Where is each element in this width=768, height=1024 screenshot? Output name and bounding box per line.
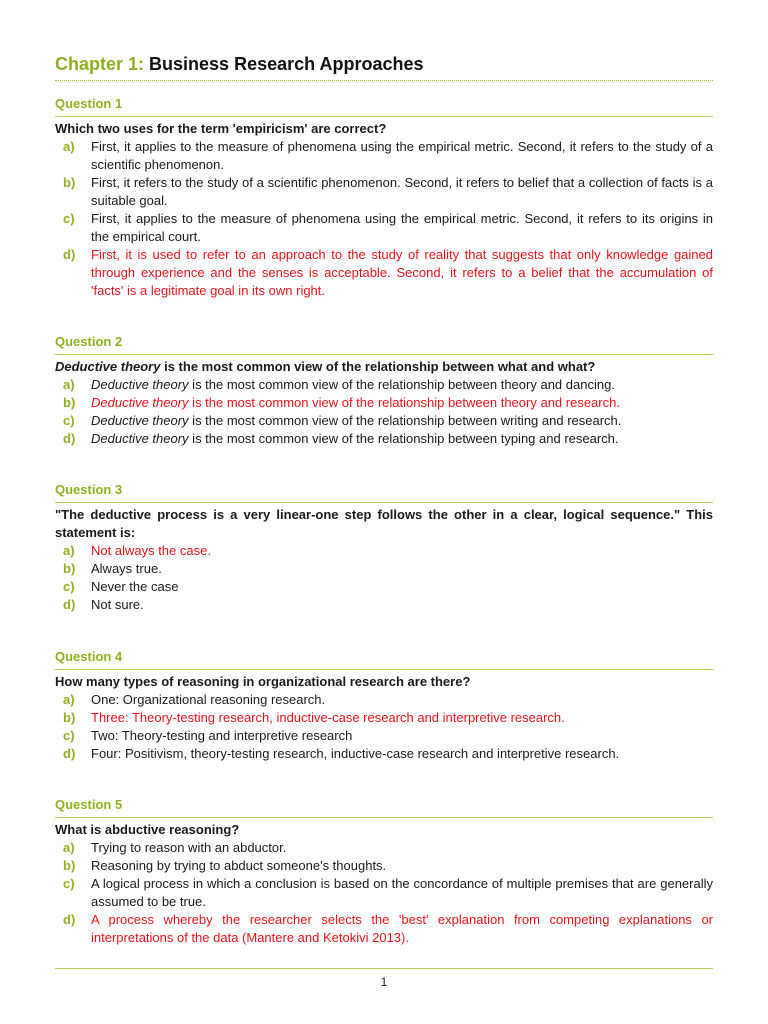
option-letter: c) [63,211,75,226]
option-letter: d) [63,597,76,612]
question-text: How many types of reasoning in organizational research are there? [55,674,471,689]
question-1 [55,96,713,300]
option-a [55,691,713,709]
option-list [55,138,713,300]
option-d [55,596,713,614]
option-letter: b) [63,561,76,576]
option-b [55,560,713,578]
option-text [91,376,713,394]
option-text: Two: Theory-testing and interpretive research [91,728,353,743]
option-letter: a) [63,840,75,855]
option-d [55,745,713,763]
question-label: Question 2 [55,334,123,349]
option-c [55,210,713,246]
question-divider [55,669,713,670]
option-text: Not sure. [91,597,144,612]
document-page [55,52,713,945]
option-text: Reasoning by trying to abduct someone's thoughts. [91,858,387,873]
chapter-prefix: Chapter 1: [55,54,150,74]
option-letter: a) [63,139,75,154]
option-b-correct [55,709,713,727]
option-letter: c) [63,728,75,743]
option-text: First, it applies to the measure of phenomena using the empirical metric. Second, it refers to its origins in the empirical court. [91,211,713,244]
option-letter: b) [63,710,76,725]
question-text-rest: is the most common view of the relationship between what and what? [160,359,596,374]
question-5 [55,797,713,947]
option-letter: c) [63,579,75,594]
option-letter: a) [63,377,75,392]
option-rest: is the most common view of the relationship between typing and research. [188,431,619,446]
question-2 [55,334,713,448]
option-letter: d) [63,247,76,262]
option-letter: c) [63,413,75,428]
option-a [55,839,713,857]
option-letter: b) [63,858,76,873]
option-c [55,727,713,745]
question-3 [55,482,713,614]
option-letter: c) [63,876,75,891]
option-text: Three: Theory-testing research, inductive-case research and interpretive research. [91,710,565,725]
page-number: 1 [380,975,388,989]
option-b [55,857,713,875]
option-letter: d) [63,746,76,761]
question-text [55,358,713,376]
option-b-correct [55,394,713,412]
question-text: Which two uses for the term 'empiricism' are correct? [55,121,387,136]
option-rest: is the most common view of the relationship between writing and research. [188,413,622,428]
option-letter: d) [63,431,76,446]
question-text: What is abductive reasoning? [55,822,240,837]
option-d-correct [55,911,713,947]
question-divider [55,817,713,818]
question-text-italic: Deductive theory [55,359,161,374]
option-text: Four: Positivism, theory-testing research, inductive-case research and interpretive research. [91,746,620,761]
option-text: Trying to reason with an abductor. [91,840,287,855]
question-divider [55,502,713,503]
question-label: Question 4 [55,649,123,664]
option-a [55,138,713,174]
option-c [55,875,713,911]
option-text [91,412,713,430]
option-text: A process whereby the researcher selects the 'best' explanation from competing explanations or interpretations of the data (Mantere and Ketokivi 2013). [91,912,713,945]
option-letter: a) [63,692,75,707]
option-d [55,430,713,448]
option-italic: Deductive theory [91,377,189,392]
option-rest: is the most common view of the relationship between theory and dancing. [188,377,615,392]
question-label: Question 5 [55,797,123,812]
chapter-name: Business Research Approaches [149,54,424,74]
question-text: "The deductive process is a very linear-one step follows the other in a clear, logical sequence." This statement is: [55,507,713,540]
option-a [55,376,713,394]
option-letter: d) [63,912,76,927]
option-list [55,376,713,448]
option-c [55,412,713,430]
option-letter: b) [63,395,76,410]
question-divider [55,354,713,355]
option-text [91,430,713,448]
option-italic: Deductive theory [91,431,189,446]
option-list [55,542,713,614]
option-letter: a) [63,543,75,558]
title-divider [55,80,713,81]
option-text: First, it is used to refer to an approach to the study of reality that suggests that only knowledge gained through experience and the senses is acceptable. Second, it refers to a belief that the accumulation of 'facts' is a legitimate goal in its own right. [91,247,713,298]
option-list [55,839,713,947]
option-c [55,578,713,596]
option-letter: b) [63,175,76,190]
option-text: Not always the case. [91,543,211,558]
chapter-title [55,52,713,78]
question-divider [55,116,713,117]
option-text: One: Organizational reasoning research. [91,692,326,707]
option-a-correct [55,542,713,560]
question-label: Question 1 [55,96,123,111]
option-rest: is the most common view of the relationship between theory and research. [188,395,620,410]
option-text: First, it applies to the measure of phenomena using the empirical metric. Second, it refers to the study of a scientific phenomenon. [91,139,713,172]
option-text: Always true. [91,561,162,576]
option-list [55,691,713,763]
option-b [55,174,713,210]
footer-divider [55,968,713,969]
option-italic: Deductive theory [91,413,189,428]
question-4 [55,649,713,763]
option-text: First, it refers to the study of a scientific phenomenon. Second, it refers to belief that a collection of facts is a suitable goal. [91,175,713,208]
option-text: Never the case [91,579,179,594]
option-d-correct [55,246,713,300]
option-italic: Deductive theory [91,395,189,410]
option-text [91,394,713,412]
question-label: Question 3 [55,482,123,497]
option-text: A logical process in which a conclusion is based on the concordance of multiple premises that are generally assumed to be true. [91,876,713,909]
